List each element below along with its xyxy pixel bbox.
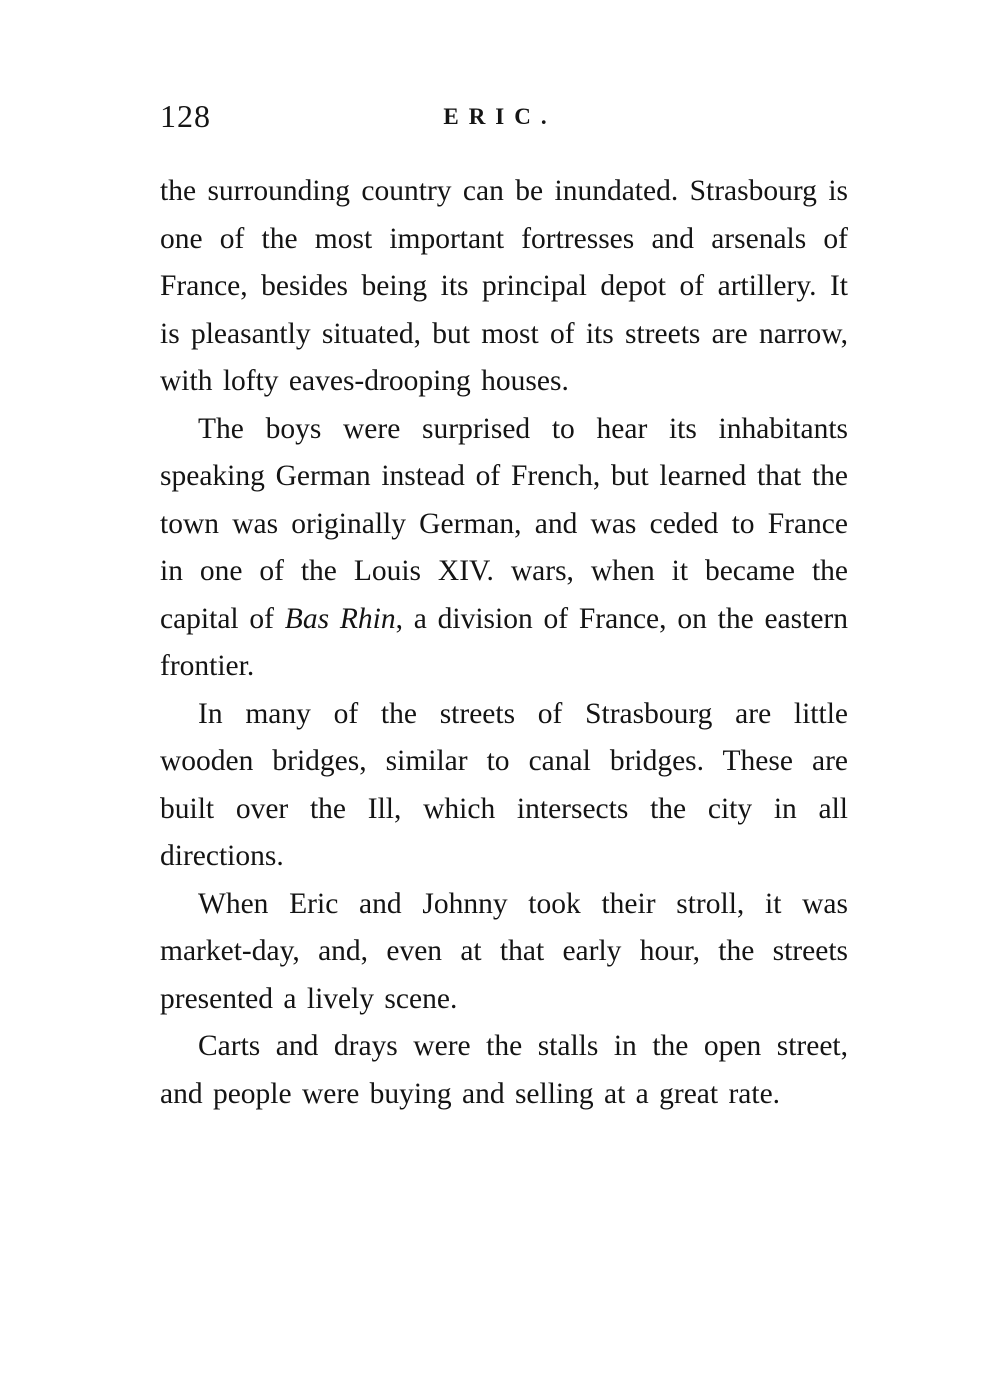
text-segment: , a division of France, on the eastern frontier. [160, 602, 848, 682]
paragraph [160, 406, 848, 691]
paragraph [160, 691, 848, 881]
italic-text: Bas Rhin [284, 602, 396, 635]
text-segment: the surrounding country can be inundated. Strasbourg is one of the most important fortresses and arsenals of France, besides being its principal depot of artillery. It is pleasantly situated, but most of its streets are narrow, with lofty eaves-drooping houses. [160, 175, 848, 397]
text-segment: Carts and drays were the stalls in the open street, and people were buying and selling at a great rate. [160, 1030, 848, 1110]
paragraph [160, 168, 848, 406]
page-number: 128 [160, 98, 211, 134]
page-header [0, 98, 1000, 158]
body-text [160, 168, 848, 1118]
running-title: ERIC. [443, 104, 557, 129]
paragraph [160, 1023, 848, 1118]
text-segment: In many of the streets of Strasbourg are little wooden bridges, similar to canal bridges. These are built over the Ill, which intersects the city in all directions. [160, 697, 848, 872]
text-segment: When Eric and Johnny took their stroll, it was market-day, and, even at that early hour, the streets presented a lively scene. [160, 887, 848, 1015]
text-segment: The boys were surprised to hear its inhabitants speaking German instead of French, but learned that the town was originally German, and was ceded to France in one of the Louis XIV. wars, when it became the capital of [160, 412, 848, 635]
paragraph [160, 881, 848, 1024]
